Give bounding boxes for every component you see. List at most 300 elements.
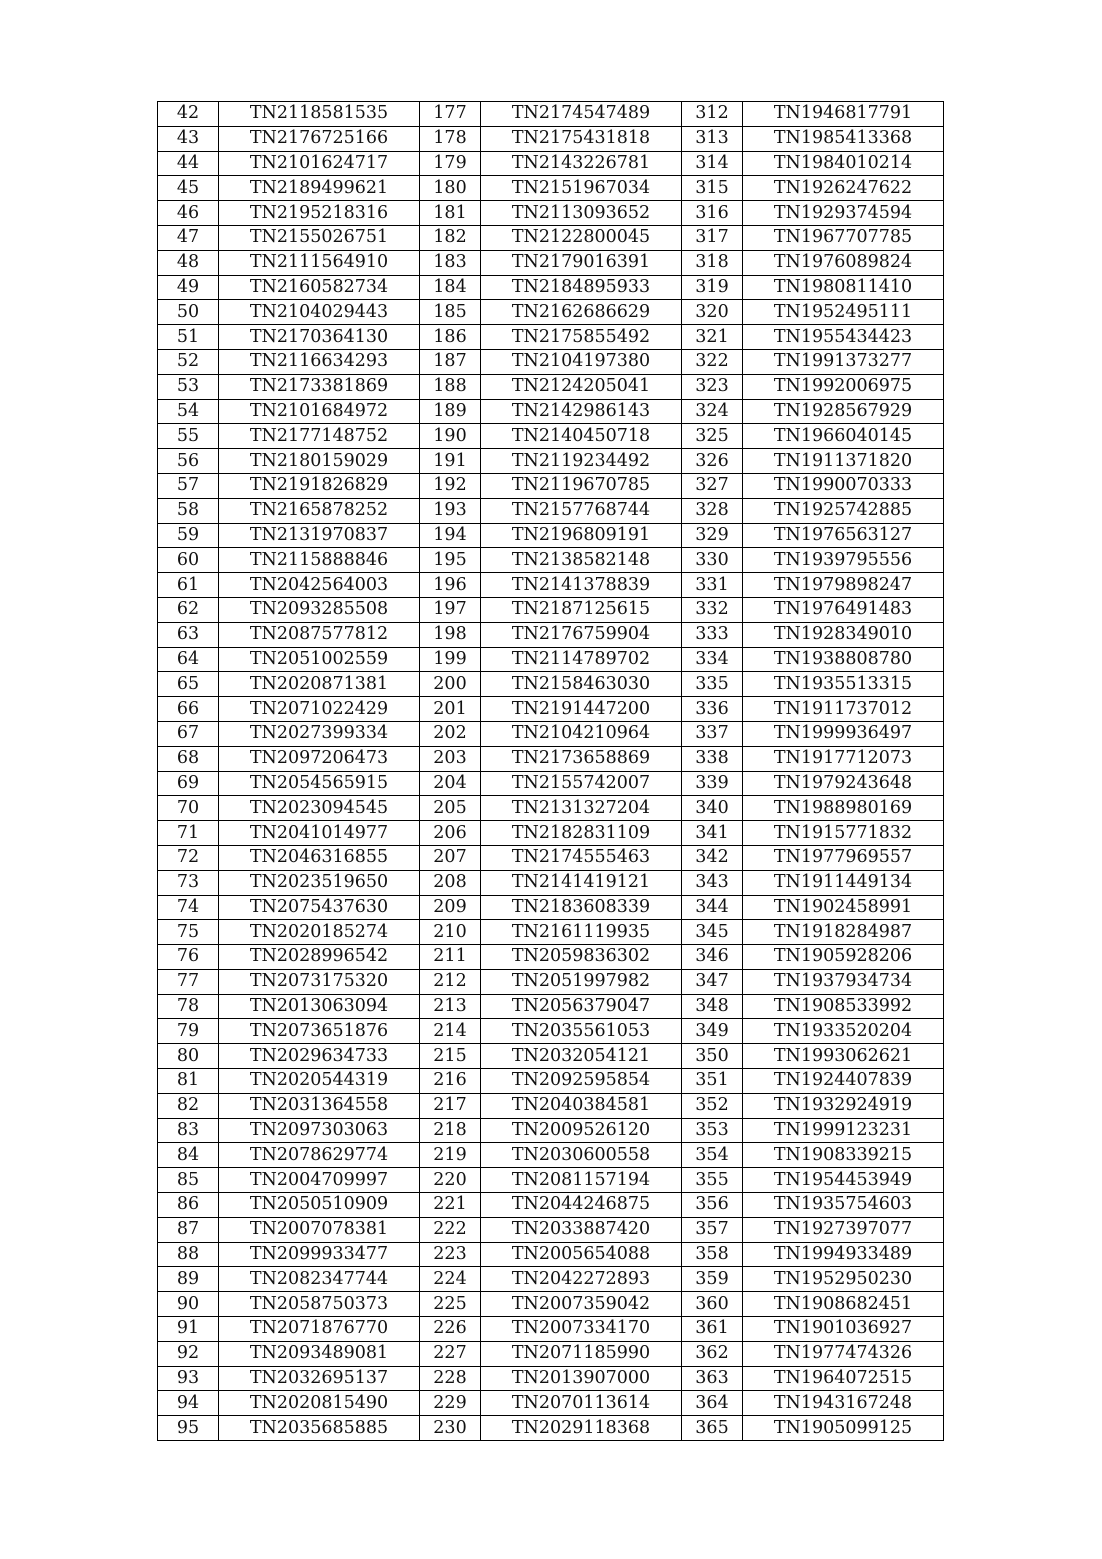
serial-number-cell: 188 bbox=[420, 374, 481, 399]
registration-code-cell: TN2092595854 bbox=[481, 1069, 682, 1094]
serial-number-cell: 331 bbox=[682, 573, 743, 598]
serial-number-cell: 334 bbox=[682, 647, 743, 672]
table-row bbox=[158, 1292, 944, 1317]
registration-code-cell: TN2035685885 bbox=[219, 1416, 420, 1441]
registration-code-cell: TN2174555463 bbox=[481, 845, 682, 870]
serial-number-cell: 204 bbox=[420, 771, 481, 796]
registration-code-cell: TN2023519650 bbox=[219, 870, 420, 895]
registration-code-cell: TN2141378839 bbox=[481, 573, 682, 598]
serial-number-cell: 321 bbox=[682, 325, 743, 350]
registration-code-cell: TN1901036927 bbox=[743, 1317, 944, 1342]
table-row bbox=[158, 1093, 944, 1118]
table-row bbox=[158, 548, 944, 573]
registration-code-cell: TN2051002559 bbox=[219, 647, 420, 672]
serial-number-cell: 185 bbox=[420, 300, 481, 325]
serial-number-cell: 333 bbox=[682, 622, 743, 647]
table-row bbox=[158, 1317, 944, 1342]
serial-number-cell: 190 bbox=[420, 424, 481, 449]
serial-number-cell: 81 bbox=[158, 1069, 219, 1094]
table-row bbox=[158, 1267, 944, 1292]
serial-number-cell: 361 bbox=[682, 1317, 743, 1342]
registration-code-cell: TN2058750373 bbox=[219, 1292, 420, 1317]
serial-number-cell: 355 bbox=[682, 1168, 743, 1193]
registration-code-cell: TN2111564910 bbox=[219, 250, 420, 275]
serial-number-cell: 47 bbox=[158, 225, 219, 250]
serial-number-cell: 343 bbox=[682, 870, 743, 895]
serial-number-cell: 312 bbox=[682, 102, 743, 127]
serial-number-cell: 180 bbox=[420, 176, 481, 201]
serial-number-cell: 89 bbox=[158, 1267, 219, 1292]
registration-code-cell: TN2155026751 bbox=[219, 225, 420, 250]
table-row bbox=[158, 721, 944, 746]
serial-number-cell: 205 bbox=[420, 796, 481, 821]
serial-number-cell: 43 bbox=[158, 126, 219, 151]
serial-number-cell: 71 bbox=[158, 821, 219, 846]
serial-number-cell: 91 bbox=[158, 1317, 219, 1342]
serial-number-cell: 80 bbox=[158, 1044, 219, 1069]
registration-code-cell: TN2160582734 bbox=[219, 275, 420, 300]
registration-code-cell: TN2032695137 bbox=[219, 1366, 420, 1391]
registration-code-cell: TN2073651876 bbox=[219, 1019, 420, 1044]
serial-number-cell: 49 bbox=[158, 275, 219, 300]
serial-number-cell: 203 bbox=[420, 746, 481, 771]
registration-code-cell: TN1929374594 bbox=[743, 201, 944, 226]
registration-code-cell: TN2031364558 bbox=[219, 1093, 420, 1118]
registration-code-cell: TN2124205041 bbox=[481, 374, 682, 399]
registration-code-cell: TN2097303063 bbox=[219, 1118, 420, 1143]
registration-code-cell: TN2007359042 bbox=[481, 1292, 682, 1317]
registration-code-cell: TN2099933477 bbox=[219, 1242, 420, 1267]
serial-number-cell: 95 bbox=[158, 1416, 219, 1441]
serial-number-cell: 87 bbox=[158, 1217, 219, 1242]
registration-code-cell: TN1911449134 bbox=[743, 870, 944, 895]
serial-number-cell: 48 bbox=[158, 250, 219, 275]
registration-code-cell: TN1928349010 bbox=[743, 622, 944, 647]
registration-code-cell: TN1977969557 bbox=[743, 845, 944, 870]
serial-number-cell: 363 bbox=[682, 1366, 743, 1391]
registration-code-cell: TN1905928206 bbox=[743, 945, 944, 970]
registration-code-cell: TN2035561053 bbox=[481, 1019, 682, 1044]
registration-code-cell: TN2122800045 bbox=[481, 225, 682, 250]
registration-code-cell: TN1918284987 bbox=[743, 920, 944, 945]
registration-code-cell: TN2050510909 bbox=[219, 1193, 420, 1218]
serial-number-cell: 316 bbox=[682, 201, 743, 226]
serial-number-cell: 52 bbox=[158, 349, 219, 374]
registration-code-cell: TN2176725166 bbox=[219, 126, 420, 151]
table-row bbox=[158, 771, 944, 796]
serial-number-cell: 348 bbox=[682, 994, 743, 1019]
registration-code-cell: TN2141419121 bbox=[481, 870, 682, 895]
serial-number-cell: 54 bbox=[158, 399, 219, 424]
serial-number-cell: 222 bbox=[420, 1217, 481, 1242]
registration-code-cell: TN2075437630 bbox=[219, 895, 420, 920]
registration-code-cell: TN2007078381 bbox=[219, 1217, 420, 1242]
registration-code-cell: TN2191447200 bbox=[481, 697, 682, 722]
registration-code-cell: TN2093285508 bbox=[219, 597, 420, 622]
registration-code-cell: TN1932924919 bbox=[743, 1093, 944, 1118]
serial-number-cell: 178 bbox=[420, 126, 481, 151]
table-row bbox=[158, 1217, 944, 1242]
registration-code-cell: TN1977474326 bbox=[743, 1341, 944, 1366]
registration-code-cell: TN2020185274 bbox=[219, 920, 420, 945]
table-row bbox=[158, 920, 944, 945]
table-row bbox=[158, 1242, 944, 1267]
registration-code-cell: TN2104197380 bbox=[481, 349, 682, 374]
registration-code-cell: TN2028996542 bbox=[219, 945, 420, 970]
registration-code-cell: TN2071876770 bbox=[219, 1317, 420, 1342]
serial-number-cell: 57 bbox=[158, 473, 219, 498]
serial-number-cell: 208 bbox=[420, 870, 481, 895]
registration-code-cell: TN2184895933 bbox=[481, 275, 682, 300]
table-row bbox=[158, 151, 944, 176]
table-row bbox=[158, 424, 944, 449]
serial-number-cell: 342 bbox=[682, 845, 743, 870]
registration-code-cell: TN2081157194 bbox=[481, 1168, 682, 1193]
serial-number-cell: 223 bbox=[420, 1242, 481, 1267]
serial-number-cell: 327 bbox=[682, 473, 743, 498]
table-row bbox=[158, 1193, 944, 1218]
serial-number-cell: 184 bbox=[420, 275, 481, 300]
serial-number-cell: 226 bbox=[420, 1317, 481, 1342]
registration-code-cell: TN1946817791 bbox=[743, 102, 944, 127]
table-row bbox=[158, 697, 944, 722]
serial-number-cell: 64 bbox=[158, 647, 219, 672]
serial-number-cell: 66 bbox=[158, 697, 219, 722]
registration-code-cell: TN2165878252 bbox=[219, 498, 420, 523]
registration-code-cell: TN1979898247 bbox=[743, 573, 944, 598]
serial-number-cell: 319 bbox=[682, 275, 743, 300]
registration-code-cell: TN2116634293 bbox=[219, 349, 420, 374]
serial-number-cell: 75 bbox=[158, 920, 219, 945]
registration-code-cell: TN2073175320 bbox=[219, 969, 420, 994]
table-row bbox=[158, 523, 944, 548]
serial-number-cell: 324 bbox=[682, 399, 743, 424]
serial-number-cell: 82 bbox=[158, 1093, 219, 1118]
serial-number-cell: 339 bbox=[682, 771, 743, 796]
serial-number-cell: 60 bbox=[158, 548, 219, 573]
registration-code-cell: TN2179016391 bbox=[481, 250, 682, 275]
serial-number-cell: 177 bbox=[420, 102, 481, 127]
table-row bbox=[158, 1168, 944, 1193]
serial-number-cell: 53 bbox=[158, 374, 219, 399]
serial-number-cell: 330 bbox=[682, 548, 743, 573]
serial-number-cell: 332 bbox=[682, 597, 743, 622]
registration-code-cell: TN2051997982 bbox=[481, 969, 682, 994]
serial-number-cell: 189 bbox=[420, 399, 481, 424]
serial-number-cell: 230 bbox=[420, 1416, 481, 1441]
registration-code-cell: TN2131970837 bbox=[219, 523, 420, 548]
serial-number-cell: 74 bbox=[158, 895, 219, 920]
table-row bbox=[158, 349, 944, 374]
registration-code-cell: TN2101624717 bbox=[219, 151, 420, 176]
table-row bbox=[158, 1118, 944, 1143]
serial-number-cell: 77 bbox=[158, 969, 219, 994]
serial-number-cell: 67 bbox=[158, 721, 219, 746]
registration-code-cell: TN2173658869 bbox=[481, 746, 682, 771]
serial-number-cell: 183 bbox=[420, 250, 481, 275]
registration-code-cell: TN2177148752 bbox=[219, 424, 420, 449]
registration-code-cell: TN2042272893 bbox=[481, 1267, 682, 1292]
serial-number-cell: 349 bbox=[682, 1019, 743, 1044]
serial-number-cell: 187 bbox=[420, 349, 481, 374]
registration-code-cell: TN2115888846 bbox=[219, 548, 420, 573]
registration-code-cell: TN1979243648 bbox=[743, 771, 944, 796]
registration-code-cell: TN1926247622 bbox=[743, 176, 944, 201]
serial-number-cell: 213 bbox=[420, 994, 481, 1019]
serial-number-cell: 353 bbox=[682, 1118, 743, 1143]
registration-code-cell: TN2020544319 bbox=[219, 1069, 420, 1094]
registration-code-cell: TN2189499621 bbox=[219, 176, 420, 201]
table-row bbox=[158, 225, 944, 250]
registration-code-cell: TN2004709997 bbox=[219, 1168, 420, 1193]
serial-number-cell: 344 bbox=[682, 895, 743, 920]
registration-code-cell: TN2191826829 bbox=[219, 473, 420, 498]
registration-code-cell: TN1976563127 bbox=[743, 523, 944, 548]
table-row bbox=[158, 325, 944, 350]
serial-number-cell: 217 bbox=[420, 1093, 481, 1118]
serial-number-cell: 69 bbox=[158, 771, 219, 796]
table-body bbox=[158, 102, 944, 1441]
serial-number-cell: 220 bbox=[420, 1168, 481, 1193]
registration-code-cell: TN2023094545 bbox=[219, 796, 420, 821]
registration-code-cell: TN2032054121 bbox=[481, 1044, 682, 1069]
table-row bbox=[158, 945, 944, 970]
serial-number-cell: 326 bbox=[682, 449, 743, 474]
serial-number-cell: 65 bbox=[158, 672, 219, 697]
registration-code-cell: TN2027399334 bbox=[219, 721, 420, 746]
serial-number-cell: 93 bbox=[158, 1366, 219, 1391]
registration-code-cell: TN2119670785 bbox=[481, 473, 682, 498]
table-row bbox=[158, 796, 944, 821]
registration-code-cell: TN2157768744 bbox=[481, 498, 682, 523]
serial-number-cell: 322 bbox=[682, 349, 743, 374]
registration-code-cell: TN1980811410 bbox=[743, 275, 944, 300]
serial-number-cell: 197 bbox=[420, 597, 481, 622]
serial-number-cell: 225 bbox=[420, 1292, 481, 1317]
registration-code-cell: TN1999936497 bbox=[743, 721, 944, 746]
table-row bbox=[158, 870, 944, 895]
registration-code-cell: TN2029634733 bbox=[219, 1044, 420, 1069]
registration-code-cell: TN1938808780 bbox=[743, 647, 944, 672]
serial-number-cell: 199 bbox=[420, 647, 481, 672]
registration-code-cell: TN2173381869 bbox=[219, 374, 420, 399]
serial-number-cell: 200 bbox=[420, 672, 481, 697]
serial-number-cell: 357 bbox=[682, 1217, 743, 1242]
serial-number-cell: 198 bbox=[420, 622, 481, 647]
registration-code-cell: TN1993062621 bbox=[743, 1044, 944, 1069]
registration-code-cell: TN2101684972 bbox=[219, 399, 420, 424]
registration-code-cell: TN2119234492 bbox=[481, 449, 682, 474]
table-row bbox=[158, 1019, 944, 1044]
serial-number-cell: 354 bbox=[682, 1143, 743, 1168]
serial-number-cell: 62 bbox=[158, 597, 219, 622]
serial-number-cell: 335 bbox=[682, 672, 743, 697]
serial-number-cell: 83 bbox=[158, 1118, 219, 1143]
serial-number-cell: 215 bbox=[420, 1044, 481, 1069]
registration-code-cell: TN2044246875 bbox=[481, 1193, 682, 1218]
table-row bbox=[158, 622, 944, 647]
serial-number-cell: 338 bbox=[682, 746, 743, 771]
registration-code-cell: TN2007334170 bbox=[481, 1317, 682, 1342]
registration-code-cell: TN2046316855 bbox=[219, 845, 420, 870]
serial-number-cell: 356 bbox=[682, 1193, 743, 1218]
serial-number-cell: 196 bbox=[420, 573, 481, 598]
registration-code-cell: TN2161119935 bbox=[481, 920, 682, 945]
registration-code-cell: TN1927397077 bbox=[743, 1217, 944, 1242]
serial-number-cell: 345 bbox=[682, 920, 743, 945]
table-row bbox=[158, 647, 944, 672]
registration-code-cell: TN1999123231 bbox=[743, 1118, 944, 1143]
serial-number-cell: 315 bbox=[682, 176, 743, 201]
serial-number-cell: 209 bbox=[420, 895, 481, 920]
registration-code-cell: TN1908533992 bbox=[743, 994, 944, 1019]
registration-code-cell: TN1911371820 bbox=[743, 449, 944, 474]
serial-number-cell: 346 bbox=[682, 945, 743, 970]
table-row bbox=[158, 1366, 944, 1391]
table-row bbox=[158, 1143, 944, 1168]
registration-code-cell: TN2029118368 bbox=[481, 1416, 682, 1441]
table-row bbox=[158, 1391, 944, 1416]
registration-code-cell: TN1917712073 bbox=[743, 746, 944, 771]
serial-number-cell: 340 bbox=[682, 796, 743, 821]
table-row bbox=[158, 1069, 944, 1094]
registration-code-cell: TN2071022429 bbox=[219, 697, 420, 722]
serial-number-cell: 50 bbox=[158, 300, 219, 325]
serial-number-cell: 221 bbox=[420, 1193, 481, 1218]
registration-code-cell: TN2143226781 bbox=[481, 151, 682, 176]
registration-code-cell: TN1943167248 bbox=[743, 1391, 944, 1416]
serial-number-cell: 360 bbox=[682, 1292, 743, 1317]
serial-number-cell: 362 bbox=[682, 1341, 743, 1366]
serial-number-cell: 86 bbox=[158, 1193, 219, 1218]
serial-number-cell: 224 bbox=[420, 1267, 481, 1292]
registration-code-cell: TN1908339215 bbox=[743, 1143, 944, 1168]
serial-number-cell: 63 bbox=[158, 622, 219, 647]
serial-number-cell: 44 bbox=[158, 151, 219, 176]
registration-code-cell: TN2155742007 bbox=[481, 771, 682, 796]
registration-code-cell: TN2082347744 bbox=[219, 1267, 420, 1292]
table-row bbox=[158, 399, 944, 424]
registration-code-cell: TN2087577812 bbox=[219, 622, 420, 647]
serial-number-cell: 219 bbox=[420, 1143, 481, 1168]
serial-number-cell: 90 bbox=[158, 1292, 219, 1317]
table-row bbox=[158, 300, 944, 325]
table-row bbox=[158, 573, 944, 598]
serial-number-cell: 351 bbox=[682, 1069, 743, 1094]
registration-code-cell: TN2142986143 bbox=[481, 399, 682, 424]
serial-number-cell: 72 bbox=[158, 845, 219, 870]
table-row bbox=[158, 969, 944, 994]
table-row bbox=[158, 1416, 944, 1441]
serial-number-cell: 42 bbox=[158, 102, 219, 127]
registration-code-cell: TN2056379047 bbox=[481, 994, 682, 1019]
registration-code-cell: TN1984010214 bbox=[743, 151, 944, 176]
serial-number-cell: 78 bbox=[158, 994, 219, 1019]
serial-number-cell: 68 bbox=[158, 746, 219, 771]
registration-code-cell: TN1964072515 bbox=[743, 1366, 944, 1391]
registration-code-cell: TN2187125615 bbox=[481, 597, 682, 622]
table-row bbox=[158, 473, 944, 498]
registration-code-cell: TN1911737012 bbox=[743, 697, 944, 722]
registration-code-cell: TN2175855492 bbox=[481, 325, 682, 350]
table-row bbox=[158, 102, 944, 127]
registration-code-cell: TN2020815490 bbox=[219, 1391, 420, 1416]
serial-number-cell: 79 bbox=[158, 1019, 219, 1044]
serial-number-cell: 325 bbox=[682, 424, 743, 449]
table-row bbox=[158, 275, 944, 300]
registration-code-cell: TN1994933489 bbox=[743, 1242, 944, 1267]
registration-code-cell: TN1939795556 bbox=[743, 548, 944, 573]
registration-code-cell: TN2182831109 bbox=[481, 821, 682, 846]
registration-code-cell: TN1924407839 bbox=[743, 1069, 944, 1094]
serial-number-cell: 195 bbox=[420, 548, 481, 573]
serial-number-cell: 328 bbox=[682, 498, 743, 523]
serial-number-cell: 358 bbox=[682, 1242, 743, 1267]
serial-number-cell: 194 bbox=[420, 523, 481, 548]
serial-number-cell: 88 bbox=[158, 1242, 219, 1267]
serial-number-cell: 229 bbox=[420, 1391, 481, 1416]
serial-number-cell: 182 bbox=[420, 225, 481, 250]
serial-number-cell: 51 bbox=[158, 325, 219, 350]
registration-code-cell: TN1988980169 bbox=[743, 796, 944, 821]
serial-number-cell: 206 bbox=[420, 821, 481, 846]
registration-code-cell: TN2131327204 bbox=[481, 796, 682, 821]
serial-number-cell: 313 bbox=[682, 126, 743, 151]
serial-number-cell: 202 bbox=[420, 721, 481, 746]
registration-code-cell: TN2104029443 bbox=[219, 300, 420, 325]
serial-number-cell: 341 bbox=[682, 821, 743, 846]
serial-number-cell: 193 bbox=[420, 498, 481, 523]
registration-code-cell: TN2180159029 bbox=[219, 449, 420, 474]
registration-code-cell: TN2195218316 bbox=[219, 201, 420, 226]
table-row bbox=[158, 994, 944, 1019]
serial-number-cell: 70 bbox=[158, 796, 219, 821]
registration-code-cell: TN2138582148 bbox=[481, 548, 682, 573]
serial-number-cell: 359 bbox=[682, 1267, 743, 1292]
serial-number-cell: 352 bbox=[682, 1093, 743, 1118]
registration-code-cell: TN1928567929 bbox=[743, 399, 944, 424]
registration-code-cell: TN2162686629 bbox=[481, 300, 682, 325]
serial-number-cell: 365 bbox=[682, 1416, 743, 1441]
registration-code-cell: TN2158463030 bbox=[481, 672, 682, 697]
registration-code-cell: TN2005654088 bbox=[481, 1242, 682, 1267]
registration-code-cell: TN1952495111 bbox=[743, 300, 944, 325]
serial-number-cell: 85 bbox=[158, 1168, 219, 1193]
registration-code-cell: TN1990070333 bbox=[743, 473, 944, 498]
registration-code-cell: TN2174547489 bbox=[481, 102, 682, 127]
serial-number-cell: 329 bbox=[682, 523, 743, 548]
registration-code-cell: TN2114789702 bbox=[481, 647, 682, 672]
serial-number-cell: 61 bbox=[158, 573, 219, 598]
registration-code-cell: TN2071185990 bbox=[481, 1341, 682, 1366]
registration-code-cell: TN1992006975 bbox=[743, 374, 944, 399]
serial-number-cell: 216 bbox=[420, 1069, 481, 1094]
registration-code-cell: TN2042564003 bbox=[219, 573, 420, 598]
registration-code-cell: TN2175431818 bbox=[481, 126, 682, 151]
id-number-table bbox=[157, 101, 944, 1441]
serial-number-cell: 191 bbox=[420, 449, 481, 474]
table-row bbox=[158, 895, 944, 920]
serial-number-cell: 218 bbox=[420, 1118, 481, 1143]
registration-code-cell: TN2196809191 bbox=[481, 523, 682, 548]
serial-number-cell: 210 bbox=[420, 920, 481, 945]
serial-number-cell: 320 bbox=[682, 300, 743, 325]
registration-code-cell: TN1905099125 bbox=[743, 1416, 944, 1441]
registration-code-cell: TN2070113614 bbox=[481, 1391, 682, 1416]
registration-code-cell: TN2013907000 bbox=[481, 1366, 682, 1391]
registration-code-cell: TN2118581535 bbox=[219, 102, 420, 127]
serial-number-cell: 94 bbox=[158, 1391, 219, 1416]
